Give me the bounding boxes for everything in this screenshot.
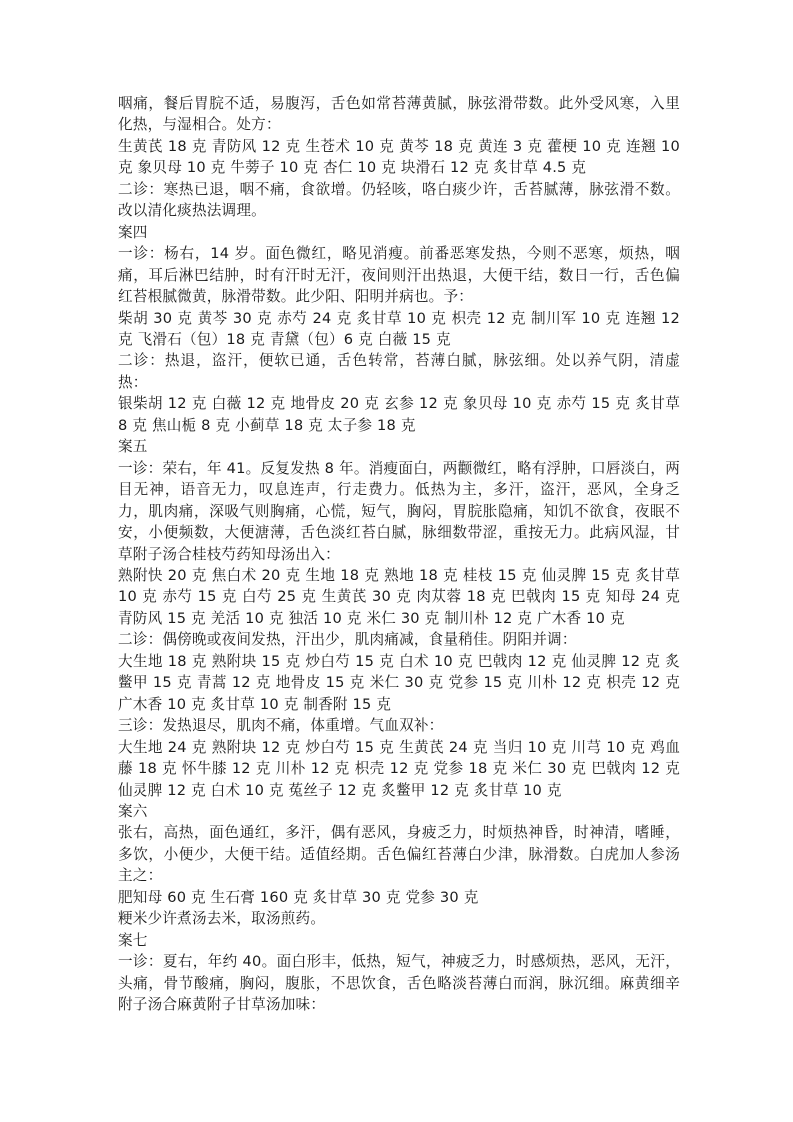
case5-second-visit: 二诊：偶傍晚或夜间发热，汗出少，肌肉痛减，食量稍佳。阴阳并调： (118, 631, 577, 649)
case4-first-visit: 一诊：杨右，14 岁。面色微红，略见消瘦。前番恶寒发热，今则不恶寒，烦热，咽痛，耳后淋巴结肿，时有汗时无汗，夜间则汗出热退，大便干结，数日一行，舌色偏红苔根腻微黄，脉滑带数。此少阳、阳明并病也。予： (118, 245, 680, 306)
case4-prescription-2: 银柴胡 12 克 白薇 12 克 地骨皮 20 克 玄参 12 克 象贝母 10 克 赤芍 15 克 炙甘草 8 克 焦山栀 8 克 小蓟草 18 克 太子参 18 克 (118, 395, 680, 434)
case3-prescription: 生黄芪 18 克 青防风 12 克 生苍术 10 克 黄芩 18 克 黄连 3 克 藿梗 10 克 连翘 10 克 象贝母 10 克 牛蒡子 10 克 杏仁 10 克 块滑石 12 克 炙甘草 4.5 克 (118, 137, 680, 177)
case5-heading: 案五 (118, 438, 148, 456)
case5-prescription-2: 大生地 18 克 熟附块 15 克 炒白芍 15 克 白术 10 克 巴戟肉 12 克 仙灵脾 12 克 炙鳖甲 15 克 青蒿 12 克 地骨皮 15 克 米仁 30 克 党参 15 克 川朴 12 克 枳壳 12 克 广木香 10 克 炙甘草 10 克 制香附 15 克 (118, 652, 680, 713)
case5-prescription-3: 大生地 24 克 熟附块 12 克 炒白芍 15 克 生黄芪 24 克 当归 10 克 川芎 10 克 鸡血藤 18 克 怀牛膝 12 克 川朴 12 克 枳壳 12 克 党参 18 克 米仁 30 克 巴戟肉 12 克 仙灵脾 12 克 白术 10 克 菟丝子 12 克 炙鳖甲 12 克 炙甘草 10 克 (118, 738, 680, 799)
case3-second-visit: 二诊：寒热已退，咽不痛，食欲增。仍轻咳，咯白痰少许，舌苔腻薄，脉弦滑不数。改以清化痰热法调理。 (118, 180, 680, 220)
case6-description: 张右，高热，面色通红，多汗，偶有恶风，身疲乏力，时烦热神昏，时神清，嗜睡，多饮，小便少，大便干结。适值经期。舌色偏红苔薄白少津，脉滑数。白虎加人参汤主之： (118, 824, 680, 885)
case7-heading: 案七 (118, 931, 148, 949)
case5-first-visit: 一诊：荣右，年 41。反复发热 8 年。消瘦面白，两颧微红，略有浮肿，口唇淡白，两目无神，语音无力，叹息连声，行走费力。低热为主，多汗，盗汗，恶风，全身乏力，肌肉痛，深吸气则胸痛，心慌，短气，胸闷，胃脘胀隐痛，知饥不欲食，夜眠不安，小便频数，大便溏薄，舌色淡红苔白腻，脉细数带涩，重按无力。此病风湿，甘草附子汤合桂枝芍药知母汤出入： (118, 459, 680, 563)
case7-first-visit: 一诊：夏右，年约 40。面白形丰，低热，短气，神疲乏力，时感烦热，恶风，无汗，头痛，骨节酸痛，胸闷，腹胀，不思饮食，舌色略淡苔薄白而润，脉沉细。麻黄细辛附子汤合麻黄附子甘草汤加味： (118, 953, 680, 1014)
document-page (118, 93, 680, 1015)
case4-second-visit: 二诊：热退，盗汗，便软已通，舌色转常，苔薄白腻，脉弦细。处以养气阴，清虚热： (118, 352, 680, 391)
case5-prescription-1: 熟附快 20 克 焦白术 20 克 生地 18 克 熟地 18 克 桂枝 15 克 仙灵脾 15 克 炙甘草 10 克 赤芍 15 克 白芍 25 克 生黄芪 30 克 肉苁蓉 18 克 巴戟肉 15 克 知母 24 克 青防风 15 克 羌活 10 克 独活 10 克 米仁 30 克 制川朴 12 克 广木香 10 克 (118, 566, 680, 627)
case6-heading: 案六 (118, 802, 148, 820)
case4-heading: 案四 (118, 223, 148, 241)
case5-third-visit: 三诊：发热退尽，肌肉不痛，体重增。气血双补： (118, 717, 444, 735)
case4-prescription-1: 柴胡 30 克 黄芩 30 克 赤芍 24 克 炙甘草 10 克 枳壳 12 克 制川军 10 克 连翘 12 克 飞滑石（包）18 克 青黛（包）6 克 白薇 15 克 (118, 309, 680, 348)
case6-prescription: 肥知母 60 克 生石膏 160 克 炙甘草 30 克 党参 30 克 (118, 888, 479, 906)
case6-preparation-note: 粳米少许煮汤去米，取汤煎药。 (118, 910, 326, 928)
case3-description-continued: 咽痛，餐后胃脘不适，易腹泻，舌色如常苔薄黄腻，脉弦滑带数。此外受风寒，入里化热，与湿相合。处方： (118, 95, 680, 134)
